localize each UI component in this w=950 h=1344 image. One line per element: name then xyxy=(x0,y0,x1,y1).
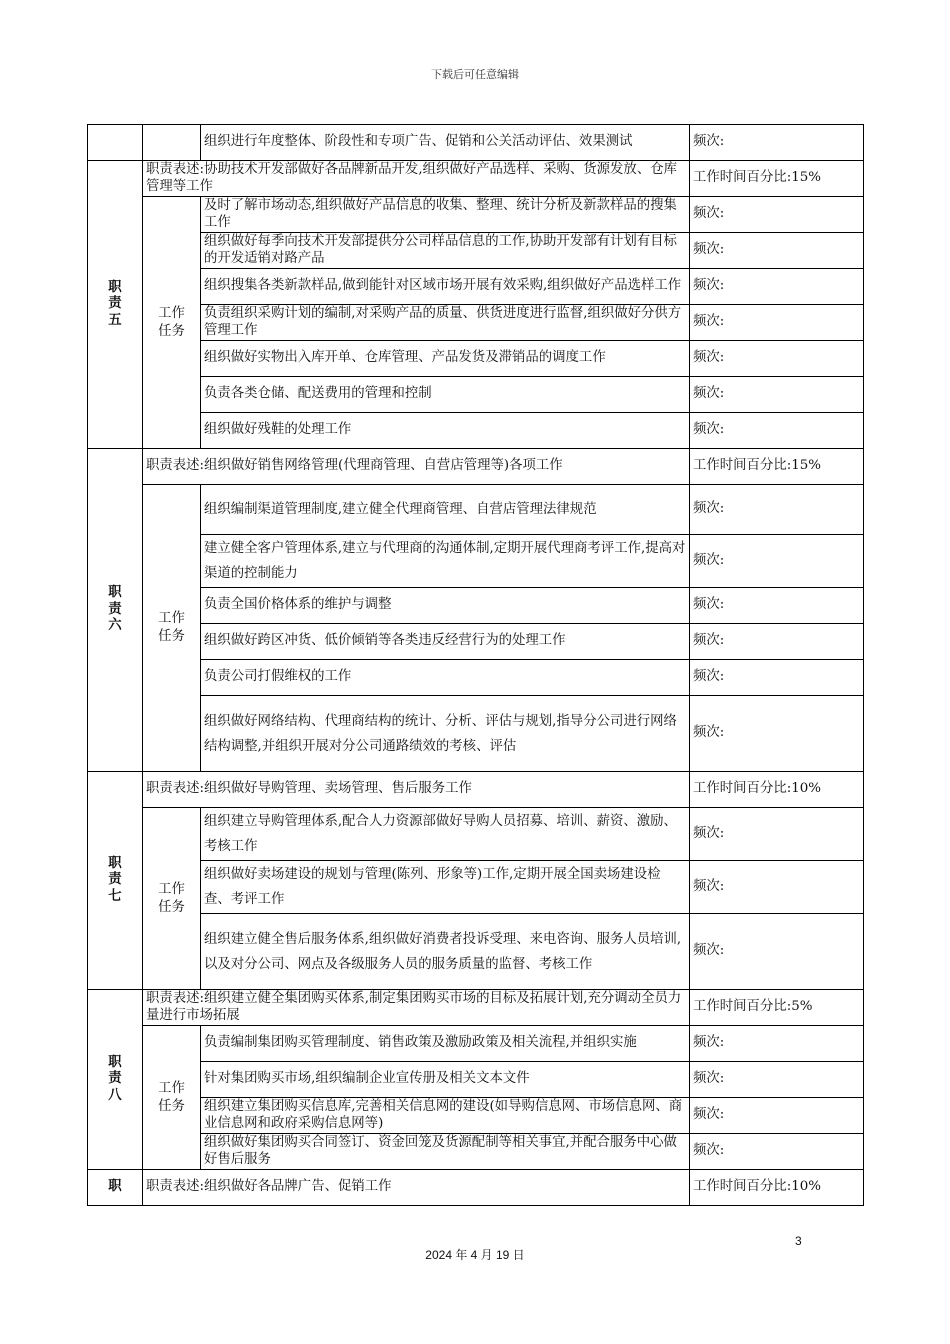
duty-name-cell xyxy=(88,125,143,161)
table-row xyxy=(88,341,864,377)
freq-label: 频次: xyxy=(690,377,864,413)
table-row xyxy=(88,808,864,861)
freq-label: 频次: xyxy=(690,696,864,772)
table-row xyxy=(88,990,864,1026)
task-item: 负责各类仓储、配送费用的管理和控制 xyxy=(201,377,690,413)
time-percentage: 工作时间百分比:15% xyxy=(690,161,864,197)
task-label: 工作任务 xyxy=(143,1026,201,1170)
task-label: 工作任务 xyxy=(143,197,201,449)
freq-label: 频次: xyxy=(690,197,864,233)
duty-name-6: 职责六 xyxy=(88,449,143,772)
freq-label: 频次: xyxy=(690,125,864,161)
time-percentage: 工作时间百分比:15% xyxy=(690,449,864,485)
table-row xyxy=(88,413,864,449)
duty-description: 职责表述:组织建立健全集团购买体系,制定集团购买市场的目标及拓展计划,充分调动全员力量进行市场拓展 xyxy=(143,990,690,1026)
freq-label: 频次: xyxy=(690,269,864,305)
table-row xyxy=(88,624,864,660)
freq-label: 频次: xyxy=(690,413,864,449)
table-row xyxy=(88,861,864,914)
time-percentage: 工作时间百分比:10% xyxy=(690,1170,864,1206)
task-item: 组织做好残鞋的处理工作 xyxy=(201,413,690,449)
table-row xyxy=(88,233,864,269)
freq-label: 频次: xyxy=(690,660,864,696)
freq-label: 频次: xyxy=(690,808,864,861)
freq-label: 频次: xyxy=(690,341,864,377)
page-number: 3 xyxy=(795,1234,802,1248)
table-row xyxy=(88,772,864,808)
task-item: 组织建立健全售后服务体系,组织做好消费者投诉受理、来电咨询、服务人员培训,以及对分公司、网点及各级服务人员的服务质量的监督、考核工作 xyxy=(201,914,690,990)
task-item: 建立健全客户管理体系,建立与代理商的沟通体制,定期开展代理商考评工作,提高对渠道的控制能力 xyxy=(201,535,690,588)
duty-description: 职责表述:组织做好销售网络管理(代理商管理、自营店管理等)各项工作 xyxy=(143,449,690,485)
table-row xyxy=(88,1134,864,1170)
table-row xyxy=(88,377,864,413)
task-item: 组织做好卖场建设的规划与管理(陈列、形象等)工作,定期开展全国卖场建设检查、考评工作 xyxy=(201,861,690,914)
freq-label: 频次: xyxy=(690,485,864,535)
table-row xyxy=(88,914,864,990)
table-row xyxy=(88,1026,864,1062)
duty-description: 职责表述:协助技术开发部做好各品牌新品开发,组织做好产品选样、采购、货源发放、仓库管理等工作 xyxy=(143,161,690,197)
footer-date: 2024 年 4 月 19 日 xyxy=(425,1248,525,1262)
table-row xyxy=(88,485,864,535)
task-item: 组织建立导购管理体系,配合人力资源部做好导购人员招募、培训、薪资、激励、考核工作 xyxy=(201,808,690,861)
table-row xyxy=(88,660,864,696)
duty-description: 职责表述:组织做好导购管理、卖场管理、售后服务工作 xyxy=(143,772,690,808)
task-label-cell xyxy=(143,125,201,161)
table-row xyxy=(88,535,864,588)
time-percentage: 工作时间百分比:10% xyxy=(690,772,864,808)
task-item: 组织编制渠道管理制度,建立健全代理商管理、自营店管理法律规范 xyxy=(201,485,690,535)
task-item: 负责公司打假维权的工作 xyxy=(201,660,690,696)
task-item: 组织做好集团购买合同签订、资金回笼及货源配制等相关事宜,并配合服务中心做好售后服务 xyxy=(201,1134,690,1170)
task-item: 针对集团购买市场,组织编制企业宣传册及相关文本文件 xyxy=(201,1062,690,1098)
time-percentage: 工作时间百分比:5% xyxy=(690,990,864,1026)
duty-table xyxy=(87,124,864,1206)
table-row xyxy=(88,449,864,485)
task-item: 组织建立集团购买信息库,完善相关信息网的建设(如导购信息网、市场信息网、商业信息网和政府采购信息网等) xyxy=(201,1098,690,1134)
table-row xyxy=(88,161,864,197)
task-label: 工作任务 xyxy=(143,808,201,990)
task-item: 负责编制集团购买管理制度、销售政策及激励政策及相关流程,并组织实施 xyxy=(201,1026,690,1062)
table-row xyxy=(88,1170,864,1206)
freq-label: 频次: xyxy=(690,1098,864,1134)
task-item: 组织搜集各类新款样品,做到能针对区域市场开展有效采购,组织做好产品选样工作 xyxy=(201,269,690,305)
freq-label: 频次: xyxy=(690,1134,864,1170)
task-item: 负责组织采购计划的编制,对采购产品的质量、供货进度进行监督,组织做好分供方管理工作 xyxy=(201,305,690,341)
freq-label: 频次: xyxy=(690,624,864,660)
freq-label: 频次: xyxy=(690,588,864,624)
duty-description: 职责表述:组织做好各品牌广告、促销工作 xyxy=(143,1170,690,1206)
duty-name-9: 职 xyxy=(88,1170,143,1206)
page-header: 下载后可任意编辑 xyxy=(431,68,519,81)
task-item: 组织做好跨区冲货、低价倾销等各类违反经营行为的处理工作 xyxy=(201,624,690,660)
table-row xyxy=(88,1062,864,1098)
table-row xyxy=(88,696,864,772)
table-row xyxy=(88,269,864,305)
task-label: 工作任务 xyxy=(143,485,201,772)
task-item: 组织做好网络结构、代理商结构的统计、分析、评估与规划,指导分公司进行网络结构调整,并组织开展对分公司通路绩效的考核、评估 xyxy=(201,696,690,772)
freq-label: 频次: xyxy=(690,861,864,914)
duty-name-5: 职责五 xyxy=(88,161,143,449)
duty-name-7: 职责七 xyxy=(88,772,143,990)
task-item: 负责全国价格体系的维护与调整 xyxy=(201,588,690,624)
task-item: 及时了解市场动态,组织做好产品信息的收集、整理、统计分析及新款样品的搜集工作 xyxy=(201,197,690,233)
task-item: 组织做好实物出入库开单、仓库管理、产品发货及滞销品的调度工作 xyxy=(201,341,690,377)
freq-label: 频次: xyxy=(690,233,864,269)
task-item: 组织做好每季向技术开发部提供分公司样品信息的工作,协助开发部有计划有目标的开发适销对路产品 xyxy=(201,233,690,269)
table-row xyxy=(88,197,864,233)
freq-label: 频次: xyxy=(690,1026,864,1062)
freq-label: 频次: xyxy=(690,1062,864,1098)
table-row xyxy=(88,305,864,341)
freq-label: 频次: xyxy=(690,914,864,990)
freq-label: 频次: xyxy=(690,305,864,341)
freq-label: 频次: xyxy=(690,535,864,588)
table-row xyxy=(88,588,864,624)
table-row xyxy=(88,125,864,161)
duty-name-8: 职责八 xyxy=(88,990,143,1170)
table-row xyxy=(88,1098,864,1134)
task-item: 组织进行年度整体、阶段性和专项广告、促销和公关活动评估、效果测试 xyxy=(201,125,690,161)
